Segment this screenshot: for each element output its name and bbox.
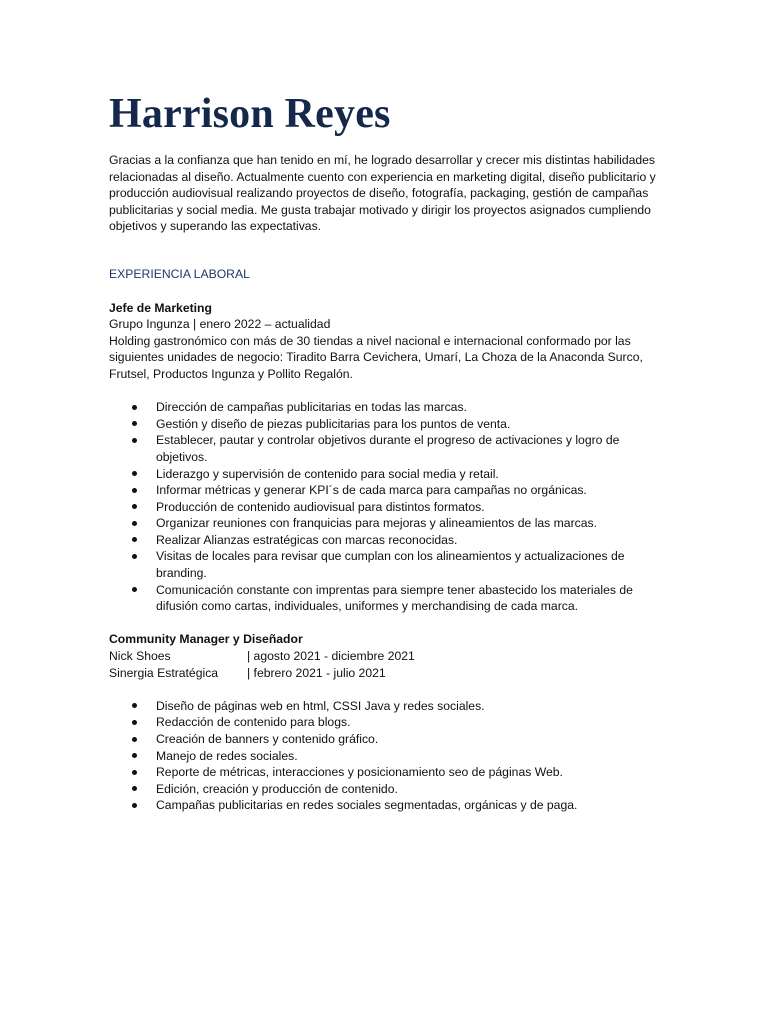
job-entry-community-manager: [109, 631, 665, 814]
bullet-dot-icon: [132, 720, 137, 725]
company-name: Sinergia Estratégica: [109, 665, 219, 680]
resume-name: Harrison Reyes: [109, 91, 391, 137]
list-item-text: Comunicación constante con imprentas para siempre tener abastecido los materiales de difusión como cartas, individuales, uniformes y merchandising de cada marca.: [156, 582, 633, 614]
list-item-text: Producción de contenido audiovisual para distintos formatos.: [156, 499, 485, 514]
job-responsibilities-list: [109, 698, 665, 814]
bullet-dot-icon: [132, 770, 137, 775]
list-item-text: Campañas publicitarias en redes sociales segmentadas, orgánicas y de paga.: [156, 798, 578, 813]
list-item: [109, 764, 665, 781]
bullet-dot-icon: [132, 737, 137, 742]
list-item: [109, 515, 665, 532]
list-item: [109, 432, 665, 465]
company-name: Nick Shoes: [109, 649, 171, 664]
bullet-dot-icon: [132, 471, 137, 476]
resume-content: [109, 84, 665, 831]
list-item-text: Edición, creación y producción de contenido.: [156, 781, 398, 796]
list-item: [109, 499, 665, 516]
list-item-text: Liderazgo y supervisión de contenido para social media y retail.: [156, 466, 499, 481]
bullet-dot-icon: [132, 488, 137, 493]
list-item-text: Creación de banners y contenido gráfico.: [156, 732, 379, 746]
list-item: [109, 582, 665, 615]
bullet-dot-icon: [132, 537, 137, 542]
bullet-dot-icon: [132, 786, 137, 791]
bullet-dot-icon: [132, 554, 137, 559]
bullet-dot-icon: [132, 703, 137, 708]
list-item: [109, 399, 665, 416]
job-title: Community Manager y Diseñador: [109, 632, 303, 647]
list-item: [109, 416, 665, 433]
list-item: [109, 731, 665, 748]
list-item: [109, 548, 665, 581]
list-item: [109, 698, 665, 715]
list-item: [109, 532, 665, 549]
job-description: Holding gastronómico con más de 30 tiendas a nivel nacional e internacional conformado por las siguientes unidades de negocio: Tiradito Barra Cevichera, Umarí, La Choza de la Anaconda Surco, Frutsel, Productos Ingunza y Pollito Regalón.: [109, 333, 643, 381]
list-item-text: Establecer, pautar y controlar objetivos durante el progreso de activaciones y logro de objetivos.: [156, 433, 620, 464]
job-company-dates: Grupo Ingunza | enero 2022 – actualidad: [109, 317, 331, 332]
list-item: [109, 714, 665, 731]
list-item-text: Organizar reuniones con franquicias para mejoras y alineamientos de las marcas.: [156, 516, 597, 531]
bullet-dot-icon: [132, 753, 137, 758]
bullet-dot-icon: [132, 803, 137, 808]
bullet-dot-icon: [132, 587, 137, 592]
job-responsibilities-list: [109, 399, 665, 615]
list-item: [109, 482, 665, 499]
list-item: [109, 466, 665, 483]
job-title: Jefe de Marketing: [109, 300, 212, 315]
bullet-dot-icon: [132, 521, 137, 526]
list-item-text: Informar métricas y generar KPI´s de cada marca para campañas no orgánicas.: [156, 483, 587, 498]
list-item-text: Redacción de contenido para blogs.: [156, 715, 351, 730]
list-item-text: Reporte de métricas, interacciones y posicionamiento seo de páginas Web.: [156, 765, 563, 780]
list-item: [109, 797, 665, 814]
job-company-row: [109, 665, 665, 682]
bullet-dot-icon: [132, 438, 137, 443]
bullet-dot-icon: [132, 421, 137, 426]
job-dates: | agosto 2021 - diciembre 2021: [247, 649, 415, 664]
profile-summary: Gracias a la confianza que han tenido en mí, he logrado desarrollar y crecer mis distintas habilidades relacionadas al diseño. Actualmente cuento con experiencia en marketing digital, diseño publicitario y producción audiovisual realizando proyectos de diseño, fotografía, packaging, gestión de campañas publicitarias y social media. Me gusta trabajar motivado y dirigir los proyectos asignados cumpliendo objetivos y superando las expectativas.: [109, 153, 656, 234]
job-entry-marketing: [109, 300, 665, 615]
list-item-text: Manejo de redes sociales.: [156, 748, 298, 763]
list-item-text: Realizar Alianzas estratégicas con marcas reconocidas.: [156, 532, 458, 547]
bullet-dot-icon: [132, 504, 137, 509]
experience-section-heading: EXPERIENCIA LABORAL: [109, 266, 250, 281]
job-dates: | febrero 2021 - julio 2021: [247, 665, 386, 680]
bullet-dot-icon: [132, 405, 137, 410]
list-item-text: Diseño de páginas web en html, CSSI Java y redes sociales.: [156, 698, 485, 713]
list-item-text: Visitas de locales para revisar que cumplan con los alineamientos y actualizaciones de branding.: [156, 549, 625, 581]
list-item: [109, 781, 665, 798]
list-item-text: Dirección de campañas publicitarias en todas las marcas.: [156, 400, 467, 415]
job-company-row: [109, 648, 665, 665]
list-item: [109, 748, 665, 765]
list-item-text: Gestión y diseño de piezas publicitarias para los puntos de venta.: [156, 416, 511, 431]
